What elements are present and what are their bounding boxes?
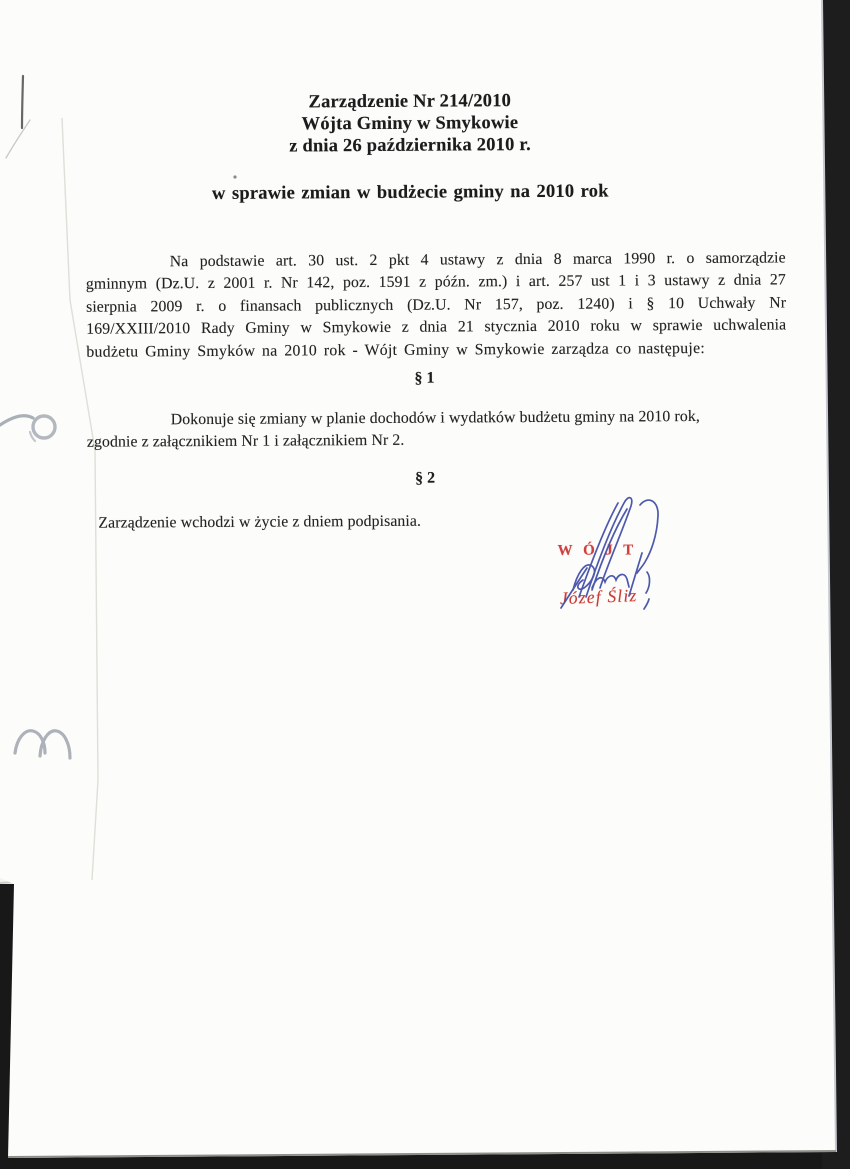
document-subject: w sprawie zmian w budżecie gminy na 2010 rok: [211, 181, 609, 204]
title-line-1: Zarządzenie Nr 214/2010: [308, 91, 512, 113]
wojt-stamp-title: WÓJT: [557, 542, 644, 559]
section-1-paragraph: [87, 405, 787, 454]
legal-basis-paragraph: [86, 247, 787, 363]
legal-basis-line: gminnym (Dz.U. z 2001 r. Nr 142, poz. 1591 z późn. zm.) i art. 257 ust 1 i 3 ustawy z dnia 27: [85, 271, 786, 294]
section-1-line: zgodnie z załącznikiem Nr 1 i załącznikiem Nr 2.: [86, 432, 405, 452]
document-title: [0, 88, 821, 159]
signer-name-stamp: Józef Śliz: [559, 585, 638, 609]
section-1-line: Dokonuje się zmiany w planie dochodów i wydatków budżetu gminy na 2010 rok,: [170, 407, 700, 429]
legal-basis-line: Na podstawie art. 30 ust. 2 pkt 4 ustawy z dnia 8 marca 1990 r. o samorządzie: [169, 249, 786, 271]
section-1-heading: § 1: [414, 369, 435, 387]
section-2-text: Zarządzenie wchodzi w życie z dniem podpisania.: [98, 512, 422, 532]
legal-basis-line: budżetu Gminy Smyków na 2010 rok - Wójt Gminy w Smykowie zarządza co następuje:: [86, 339, 706, 361]
title-line-3: z dnia 26 października 2010 r.: [289, 134, 531, 157]
legal-basis-line: sierpnia 2009 r. o finansach publicznych (Dz.U. Nr 157, poz. 1240) i § 10 Uchwały Nr: [85, 294, 787, 316]
section-2-heading: § 2: [415, 469, 436, 487]
legal-basis-line: 169/XXIII/2010 Rady Gminy w Smykowie z dnia 21 stycznia 2010 roku w sprawie uchwalenia: [86, 316, 787, 338]
title-line-2: Wójta Gminy w Smykowie: [301, 113, 519, 135]
